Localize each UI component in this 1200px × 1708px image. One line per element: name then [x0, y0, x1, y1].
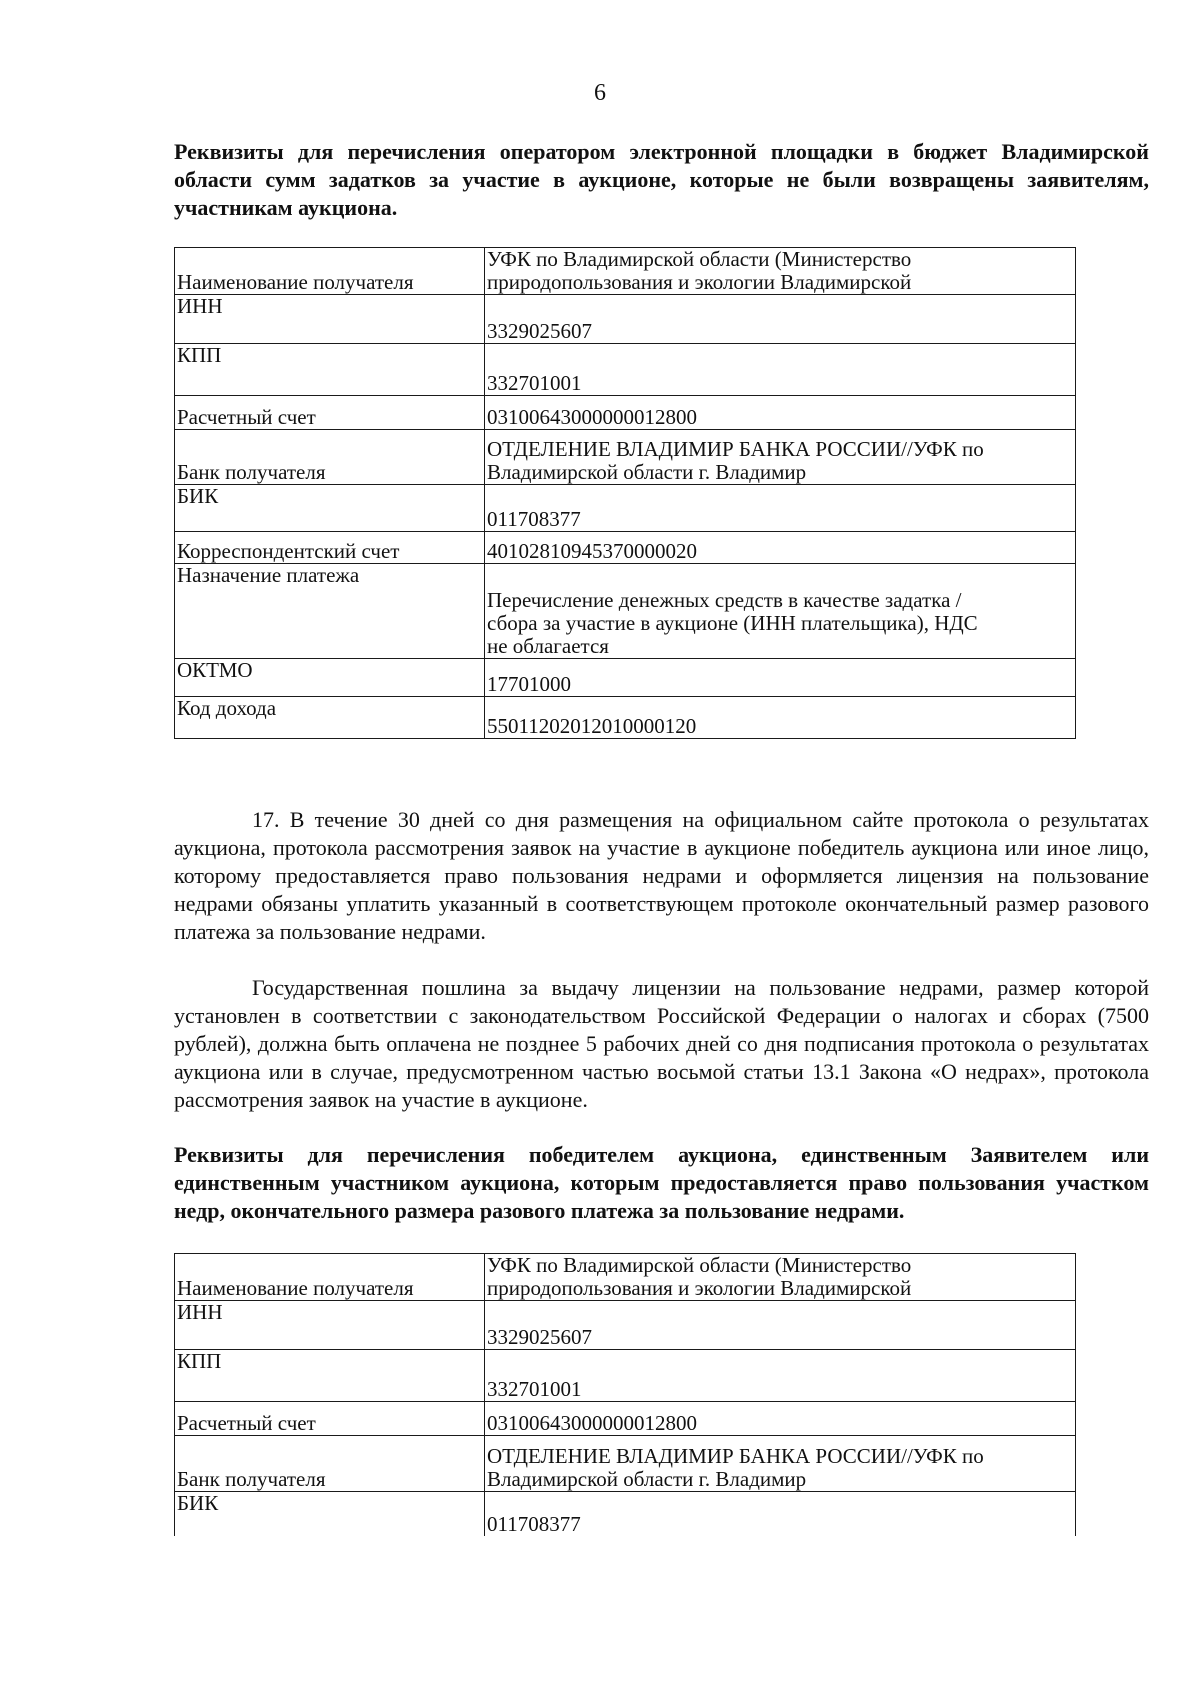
- row-value: 332701001: [485, 344, 1076, 396]
- row-value: [485, 430, 1076, 485]
- row-value: [485, 1436, 1076, 1492]
- paragraph-state-duty-text: Государственная пошлина за выдачу лицензии на пользование недрами, размер которой установлен в соответствии с законодательством Российской Федерации о налогах и сборах (7500 рублей), должна быть оплачена не позднее 5 рабочих дней со дня подписания протокола о результатах аукциона или в случае, предусмотренном частью восьмой статьи 13.1 Закона «О недрах», протокола рассмотрения заявок на участие в аукционе.: [174, 975, 1149, 1112]
- requisites-table-2: [174, 1253, 1076, 1536]
- row-label: КПП: [175, 1350, 485, 1402]
- value-line: сбора за участие в аукционе (ИНН плательщика), НДС: [487, 611, 978, 635]
- table-row: [175, 564, 1076, 659]
- row-label: ИНН: [175, 295, 485, 344]
- row-value: [485, 564, 1076, 659]
- table-row: [175, 1350, 1076, 1402]
- row-label: Корреспондентский счет: [175, 532, 485, 564]
- table-row: [175, 1492, 1076, 1536]
- value-line: Перечисление денежных средств в качестве задатка /: [487, 588, 962, 612]
- section-1-heading: Реквизиты для перечисления оператором электронной площадки в бюджет Владимирской области сумм задатков за участие в аукционе, которые не были возвращены заявителям, участникам аукциона.: [174, 139, 1149, 220]
- value-line: не облагается: [487, 634, 609, 658]
- row-value: 011708377: [485, 1492, 1076, 1536]
- table-row: [175, 295, 1076, 344]
- table-row: [175, 344, 1076, 396]
- paragraph-17-text: 17. В течение 30 дней со дня размещения на официальном сайте протокола о результатах аукциона, протокола рассмотрения заявок на участие в аукционе победитель аукциона или иное лицо, которому предоставляется право пользования недрами и оформляется лицензия на пользование недрами обязаны уплатить указанный в соответствующем протоколе окончательный размер разового платежа за пользование недрами.: [174, 807, 1149, 944]
- value-line: ОТДЕЛЕНИЕ ВЛАДИМИР БАНКА РОССИИ//УФК по: [487, 437, 984, 461]
- row-value: 011708377: [485, 485, 1076, 532]
- table-row: [175, 396, 1076, 430]
- table-row: [175, 659, 1076, 697]
- row-value: [485, 1254, 1076, 1301]
- value-line: Владимирской области г. Владимир: [487, 460, 807, 484]
- section-2-heading: Реквизиты для перечисления победителем аукциона, единственным Заявителем или единственным участником аукциона, которым предоставляется право пользования участком недр, окончательного размера разового платежа за пользование недрами.: [174, 1142, 1149, 1223]
- table-row: [175, 248, 1076, 295]
- paragraph-17: [174, 806, 1149, 946]
- row-label: ИНН: [175, 1301, 485, 1350]
- value-line: природопользования и экологии Владимирской: [487, 270, 912, 294]
- row-value: 40102810945370000020: [485, 532, 1076, 564]
- page-number: 6: [594, 80, 606, 106]
- value-line: ОТДЕЛЕНИЕ ВЛАДИМИР БАНКА РОССИИ//УФК по: [487, 1444, 984, 1468]
- table-row: [175, 1436, 1076, 1492]
- table-row: [175, 1402, 1076, 1436]
- row-value: [485, 248, 1076, 295]
- row-label: Назначение платежа: [175, 564, 485, 659]
- row-label: Банк получателя: [175, 430, 485, 485]
- row-label: Код дохода: [175, 697, 485, 739]
- value-line: УФК по Владимирской области (Министерство: [487, 1253, 912, 1277]
- row-value: 17701000: [485, 659, 1076, 697]
- row-value: 3329025607: [485, 295, 1076, 344]
- table-row: [175, 430, 1076, 485]
- table-row: [175, 532, 1076, 564]
- row-value: 332701001: [485, 1350, 1076, 1402]
- value-line: УФК по Владимирской области (Министерство: [487, 247, 912, 271]
- row-value: 03100643000000012800: [485, 396, 1076, 430]
- row-label: КПП: [175, 344, 485, 396]
- row-label: БИК: [175, 485, 485, 532]
- row-label: БИК: [175, 1492, 485, 1536]
- table-row: [175, 1254, 1076, 1301]
- row-label: Банк получателя: [175, 1436, 485, 1492]
- row-value: 03100643000000012800: [485, 1402, 1076, 1436]
- row-value: 3329025607: [485, 1301, 1076, 1350]
- row-label: Наименование получателя: [175, 248, 485, 295]
- paragraph-state-duty: [174, 974, 1149, 1114]
- table-row: [175, 1301, 1076, 1350]
- table-row: [175, 485, 1076, 532]
- row-label: Наименование получателя: [175, 1254, 485, 1301]
- table-row: [175, 697, 1076, 739]
- row-value: 55011202012010000120: [485, 697, 1076, 739]
- row-label: ОКТМО: [175, 659, 485, 697]
- value-line: природопользования и экологии Владимирской: [487, 1276, 912, 1300]
- row-label: Расчетный счет: [175, 396, 485, 430]
- value-line: Владимирской области г. Владимир: [487, 1467, 807, 1491]
- requisites-table-1: [174, 247, 1076, 739]
- row-label: Расчетный счет: [175, 1402, 485, 1436]
